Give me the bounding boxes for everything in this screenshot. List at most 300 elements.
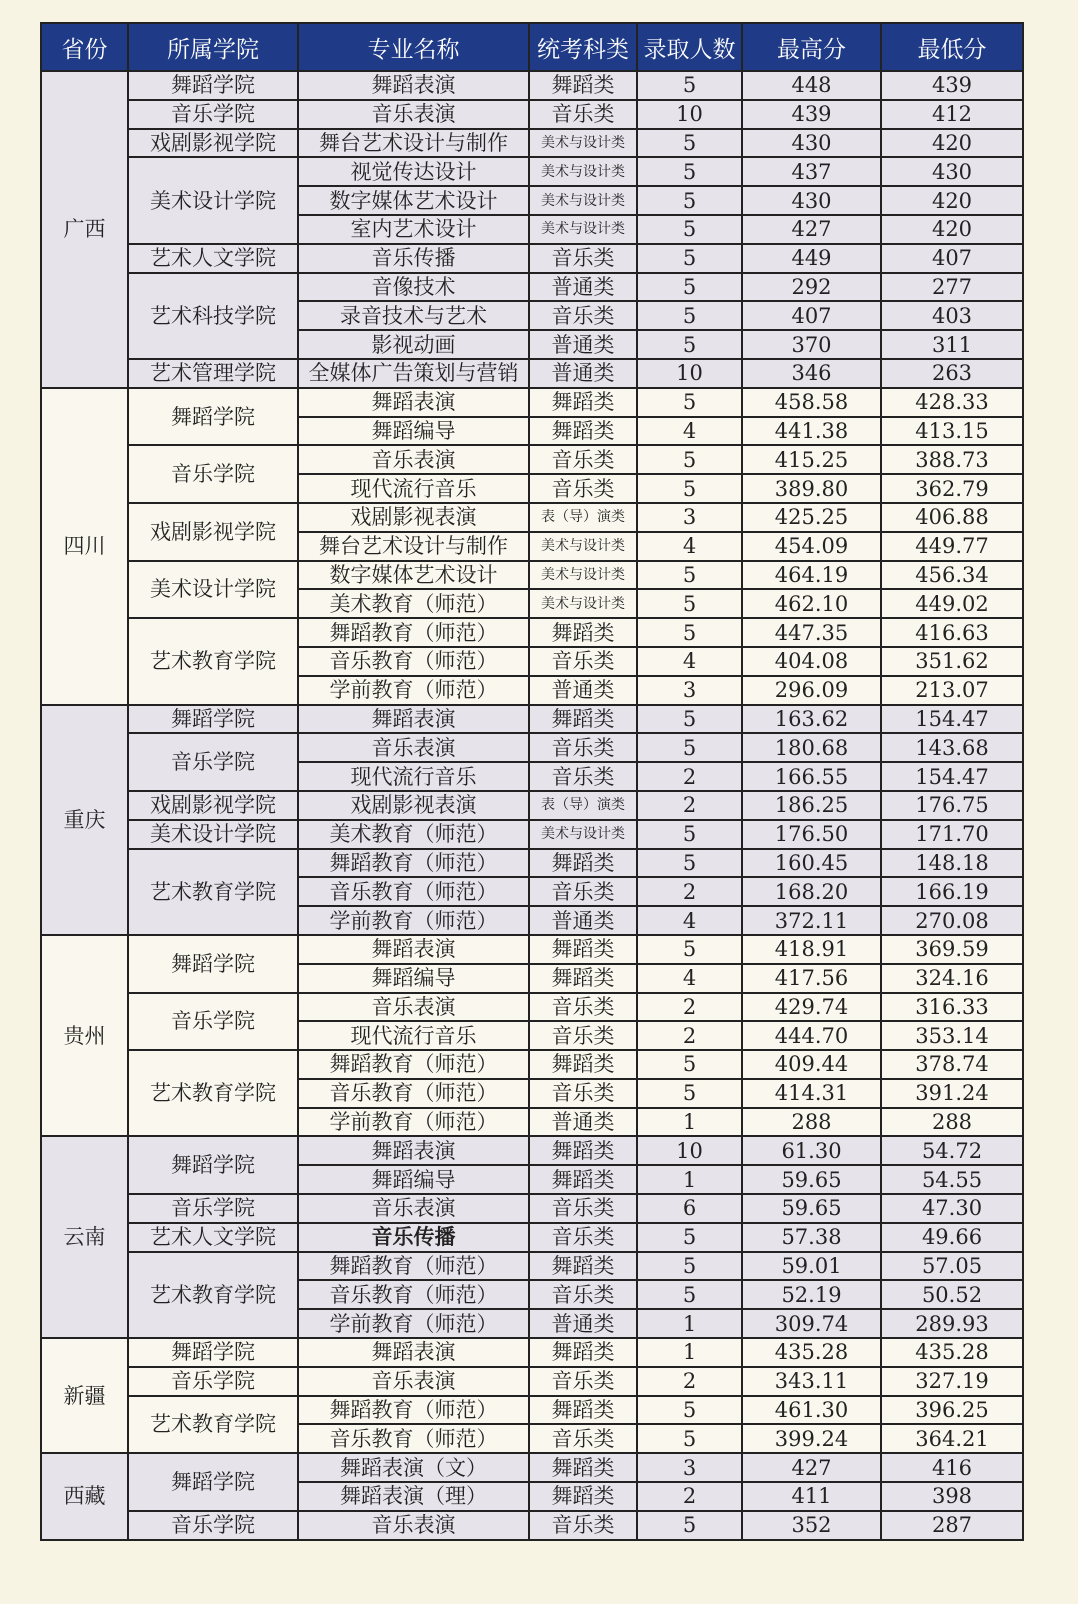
category-cell: 舞蹈类 — [529, 417, 637, 446]
college-cell: 音乐学院 — [128, 100, 298, 129]
college-cell: 戏剧影视学院 — [128, 503, 298, 561]
max-score-cell: 180.68 — [742, 733, 881, 762]
category-cell: 普通类 — [529, 273, 637, 302]
admission-scores-table — [40, 22, 1024, 1541]
min-score-cell: 324.16 — [881, 964, 1023, 993]
max-score-cell: 435.28 — [742, 1338, 881, 1367]
min-score-cell: 412 — [881, 100, 1023, 129]
major-cell: 舞台艺术设计与制作 — [298, 532, 529, 561]
count-cell: 5 — [637, 157, 742, 186]
category-cell: 音乐类 — [529, 1021, 637, 1050]
category-cell: 舞蹈类 — [529, 71, 637, 100]
major-cell: 音像技术 — [298, 273, 529, 302]
table-row — [41, 503, 1023, 532]
college-cell: 艺术教育学院 — [128, 618, 298, 704]
min-score-cell: 435.28 — [881, 1338, 1023, 1367]
min-score-cell: 176.75 — [881, 791, 1023, 820]
major-cell: 音乐表演 — [298, 1511, 529, 1540]
table-row — [41, 935, 1023, 964]
category-cell: 音乐类 — [529, 244, 637, 273]
table-row — [41, 1396, 1023, 1425]
count-cell: 1 — [637, 1338, 742, 1367]
category-cell: 音乐类 — [529, 1194, 637, 1223]
count-cell: 3 — [637, 1453, 742, 1482]
major-cell: 数字媒体艺术设计 — [298, 186, 529, 215]
max-score-cell: 160.45 — [742, 849, 881, 878]
table-row — [41, 1050, 1023, 1079]
major-cell: 舞蹈教育（师范） — [298, 1050, 529, 1079]
header-province: 省份 — [41, 23, 128, 71]
max-score-cell: 447.35 — [742, 618, 881, 647]
major-cell: 舞蹈表演（文） — [298, 1453, 529, 1482]
college-cell: 音乐学院 — [128, 993, 298, 1051]
min-score-cell: 213.07 — [881, 676, 1023, 705]
max-score-cell: 430 — [742, 186, 881, 215]
min-score-cell: 456.34 — [881, 561, 1023, 590]
table-row — [41, 359, 1023, 388]
min-score-cell: 420 — [881, 215, 1023, 244]
min-score-cell: 148.18 — [881, 849, 1023, 878]
count-cell: 4 — [637, 647, 742, 676]
table-row — [41, 705, 1023, 734]
min-score-cell: 398 — [881, 1482, 1023, 1511]
count-cell: 5 — [637, 445, 742, 474]
category-cell: 美术与设计类 — [529, 532, 637, 561]
header-row — [41, 23, 1023, 71]
min-score-cell: 406.88 — [881, 503, 1023, 532]
major-cell: 舞蹈编导 — [298, 417, 529, 446]
category-cell: 舞蹈类 — [529, 1165, 637, 1194]
max-score-cell: 399.24 — [742, 1424, 881, 1453]
count-cell: 5 — [637, 733, 742, 762]
count-cell: 4 — [637, 532, 742, 561]
min-score-cell: 49.66 — [881, 1223, 1023, 1252]
count-cell: 5 — [637, 1252, 742, 1281]
major-cell: 舞蹈表演（理） — [298, 1482, 529, 1511]
major-cell: 学前教育（师范） — [298, 1108, 529, 1137]
province-cell: 重庆 — [41, 705, 128, 935]
min-score-cell: 154.47 — [881, 762, 1023, 791]
major-cell: 学前教育（师范） — [298, 1309, 529, 1338]
min-score-cell: 327.19 — [881, 1367, 1023, 1396]
province-cell: 云南 — [41, 1136, 128, 1338]
table-row — [41, 618, 1023, 647]
category-cell: 美术与设计类 — [529, 129, 637, 158]
major-cell: 音乐表演 — [298, 733, 529, 762]
min-score-cell: 416 — [881, 1453, 1023, 1482]
min-score-cell: 289.93 — [881, 1309, 1023, 1338]
table-row — [41, 1252, 1023, 1281]
count-cell: 10 — [637, 100, 742, 129]
major-cell: 舞蹈表演 — [298, 71, 529, 100]
max-score-cell: 59.65 — [742, 1194, 881, 1223]
college-cell: 舞蹈学院 — [128, 1136, 298, 1194]
table-row — [41, 1367, 1023, 1396]
college-cell: 音乐学院 — [128, 445, 298, 503]
major-cell: 数字媒体艺术设计 — [298, 561, 529, 590]
count-cell: 2 — [637, 877, 742, 906]
college-cell: 艺术教育学院 — [128, 1396, 298, 1454]
min-score-cell: 54.72 — [881, 1136, 1023, 1165]
max-score-cell: 427 — [742, 215, 881, 244]
min-score-cell: 439 — [881, 71, 1023, 100]
header-count: 录取人数 — [637, 23, 742, 71]
count-cell: 5 — [637, 474, 742, 503]
min-score-cell: 449.02 — [881, 589, 1023, 618]
count-cell: 5 — [637, 129, 742, 158]
max-score-cell: 166.55 — [742, 762, 881, 791]
min-score-cell: 57.05 — [881, 1252, 1023, 1281]
max-score-cell: 441.38 — [742, 417, 881, 446]
max-score-cell: 186.25 — [742, 791, 881, 820]
category-cell: 音乐类 — [529, 762, 637, 791]
category-cell: 音乐类 — [529, 1367, 637, 1396]
major-cell: 音乐表演 — [298, 445, 529, 474]
count-cell: 3 — [637, 503, 742, 532]
province-cell: 广西 — [41, 71, 128, 388]
major-cell: 现代流行音乐 — [298, 474, 529, 503]
min-score-cell: 143.68 — [881, 733, 1023, 762]
max-score-cell: 409.44 — [742, 1050, 881, 1079]
category-cell: 普通类 — [529, 906, 637, 935]
major-cell: 音乐表演 — [298, 100, 529, 129]
category-cell: 音乐类 — [529, 877, 637, 906]
table-row — [41, 733, 1023, 762]
major-cell: 现代流行音乐 — [298, 762, 529, 791]
min-score-cell: 154.47 — [881, 705, 1023, 734]
min-score-cell: 288 — [881, 1108, 1023, 1137]
count-cell: 4 — [637, 906, 742, 935]
category-cell: 舞蹈类 — [529, 849, 637, 878]
major-cell: 视觉传达设计 — [298, 157, 529, 186]
count-cell: 2 — [637, 791, 742, 820]
major-cell: 舞蹈表演 — [298, 388, 529, 417]
college-cell: 艺术教育学院 — [128, 849, 298, 935]
count-cell: 5 — [637, 935, 742, 964]
min-score-cell: 403 — [881, 301, 1023, 330]
min-score-cell: 449.77 — [881, 532, 1023, 561]
province-cell: 西藏 — [41, 1453, 128, 1539]
min-score-cell: 420 — [881, 186, 1023, 215]
header-major: 专业名称 — [298, 23, 529, 71]
count-cell: 5 — [637, 705, 742, 734]
count-cell: 4 — [637, 964, 742, 993]
category-cell: 音乐类 — [529, 1280, 637, 1309]
table-row — [41, 1338, 1023, 1367]
min-score-cell: 416.63 — [881, 618, 1023, 647]
max-score-cell: 414.31 — [742, 1079, 881, 1108]
max-score-cell: 309.74 — [742, 1309, 881, 1338]
table-row — [41, 1136, 1023, 1165]
table-row — [41, 100, 1023, 129]
major-cell: 学前教育（师范） — [298, 906, 529, 935]
category-cell: 舞蹈类 — [529, 1338, 637, 1367]
major-cell: 音乐教育（师范） — [298, 647, 529, 676]
major-cell: 美术教育（师范） — [298, 820, 529, 849]
min-score-cell: 316.33 — [881, 993, 1023, 1022]
major-cell: 舞蹈教育（师范） — [298, 849, 529, 878]
min-score-cell: 353.14 — [881, 1021, 1023, 1050]
category-cell: 表（导）演类 — [529, 791, 637, 820]
count-cell: 5 — [637, 1424, 742, 1453]
category-cell: 音乐类 — [529, 1079, 637, 1108]
category-cell: 音乐类 — [529, 647, 637, 676]
count-cell: 3 — [637, 676, 742, 705]
max-score-cell: 52.19 — [742, 1280, 881, 1309]
max-score-cell: 417.56 — [742, 964, 881, 993]
min-score-cell: 428.33 — [881, 388, 1023, 417]
count-cell: 5 — [637, 1050, 742, 1079]
major-cell: 舞蹈表演 — [298, 705, 529, 734]
major-cell: 室内艺术设计 — [298, 215, 529, 244]
college-cell: 艺术科技学院 — [128, 273, 298, 359]
table-row — [41, 157, 1023, 186]
category-cell: 普通类 — [529, 330, 637, 359]
max-score-cell: 444.70 — [742, 1021, 881, 1050]
table-row — [41, 1194, 1023, 1223]
category-cell: 舞蹈类 — [529, 1396, 637, 1425]
college-cell: 艺术教育学院 — [128, 1050, 298, 1136]
count-cell: 4 — [637, 417, 742, 446]
college-cell: 戏剧影视学院 — [128, 129, 298, 158]
max-score-cell: 427 — [742, 1453, 881, 1482]
min-score-cell: 362.79 — [881, 474, 1023, 503]
college-cell: 艺术教育学院 — [128, 1252, 298, 1338]
count-cell: 2 — [637, 762, 742, 791]
count-cell: 1 — [637, 1108, 742, 1137]
table-body — [41, 71, 1023, 1540]
max-score-cell: 57.38 — [742, 1223, 881, 1252]
college-cell: 美术设计学院 — [128, 820, 298, 849]
count-cell: 2 — [637, 993, 742, 1022]
college-cell: 音乐学院 — [128, 1367, 298, 1396]
category-cell: 音乐类 — [529, 100, 637, 129]
college-cell: 舞蹈学院 — [128, 1453, 298, 1511]
table-row — [41, 1223, 1023, 1252]
min-score-cell: 378.74 — [881, 1050, 1023, 1079]
college-cell: 音乐学院 — [128, 1194, 298, 1223]
max-score-cell: 461.30 — [742, 1396, 881, 1425]
category-cell: 舞蹈类 — [529, 1453, 637, 1482]
count-cell: 5 — [637, 1511, 742, 1540]
province-cell: 贵州 — [41, 935, 128, 1137]
table-row — [41, 71, 1023, 100]
major-cell: 舞蹈表演 — [298, 1136, 529, 1165]
count-cell: 5 — [637, 244, 742, 273]
category-cell: 美术与设计类 — [529, 561, 637, 590]
category-cell: 普通类 — [529, 676, 637, 705]
min-score-cell: 396.25 — [881, 1396, 1023, 1425]
category-cell: 音乐类 — [529, 1511, 637, 1540]
min-score-cell: 277 — [881, 273, 1023, 302]
max-score-cell: 346 — [742, 359, 881, 388]
min-score-cell: 311 — [881, 330, 1023, 359]
max-score-cell: 372.11 — [742, 906, 881, 935]
count-cell: 10 — [637, 1136, 742, 1165]
max-score-cell: 163.62 — [742, 705, 881, 734]
major-cell: 舞蹈教育（师范） — [298, 1396, 529, 1425]
major-cell: 舞蹈表演 — [298, 1338, 529, 1367]
count-cell: 5 — [637, 301, 742, 330]
min-score-cell: 351.62 — [881, 647, 1023, 676]
max-score-cell: 370 — [742, 330, 881, 359]
max-score-cell: 176.50 — [742, 820, 881, 849]
count-cell: 2 — [637, 1021, 742, 1050]
college-cell: 音乐学院 — [128, 1511, 298, 1540]
max-score-cell: 168.20 — [742, 877, 881, 906]
college-cell: 舞蹈学院 — [128, 388, 298, 446]
major-cell: 录音技术与艺术 — [298, 301, 529, 330]
province-cell: 四川 — [41, 388, 128, 705]
category-cell: 舞蹈类 — [529, 388, 637, 417]
major-cell: 舞蹈编导 — [298, 964, 529, 993]
major-cell: 音乐教育（师范） — [298, 1280, 529, 1309]
max-score-cell: 425.25 — [742, 503, 881, 532]
category-cell: 舞蹈类 — [529, 1252, 637, 1281]
major-cell: 音乐表演 — [298, 993, 529, 1022]
category-cell: 音乐类 — [529, 301, 637, 330]
college-cell: 舞蹈学院 — [128, 705, 298, 734]
major-cell: 音乐教育（师范） — [298, 877, 529, 906]
min-score-cell: 54.55 — [881, 1165, 1023, 1194]
max-score-cell: 448 — [742, 71, 881, 100]
category-cell: 舞蹈类 — [529, 1050, 637, 1079]
count-cell: 5 — [637, 618, 742, 647]
min-score-cell: 364.21 — [881, 1424, 1023, 1453]
table-row — [41, 244, 1023, 273]
max-score-cell: 415.25 — [742, 445, 881, 474]
category-cell: 舞蹈类 — [529, 935, 637, 964]
category-cell: 普通类 — [529, 1108, 637, 1137]
count-cell: 5 — [637, 71, 742, 100]
major-cell: 戏剧影视表演 — [298, 503, 529, 532]
count-cell: 5 — [637, 186, 742, 215]
min-score-cell: 388.73 — [881, 445, 1023, 474]
major-cell: 音乐表演 — [298, 1367, 529, 1396]
category-cell: 美术与设计类 — [529, 157, 637, 186]
count-cell: 5 — [637, 1280, 742, 1309]
max-score-cell: 462.10 — [742, 589, 881, 618]
major-cell: 舞蹈教育（师范） — [298, 618, 529, 647]
count-cell: 6 — [637, 1194, 742, 1223]
province-cell: 新疆 — [41, 1338, 128, 1453]
college-cell: 艺术人文学院 — [128, 244, 298, 273]
header-category: 统考科类 — [529, 23, 637, 71]
major-cell: 音乐传播 — [298, 244, 529, 273]
max-score-cell: 430 — [742, 129, 881, 158]
category-cell: 普通类 — [529, 1309, 637, 1338]
count-cell: 5 — [637, 589, 742, 618]
max-score-cell: 296.09 — [742, 676, 881, 705]
max-score-cell: 292 — [742, 273, 881, 302]
college-cell: 舞蹈学院 — [128, 71, 298, 100]
min-score-cell: 171.70 — [881, 820, 1023, 849]
count-cell: 10 — [637, 359, 742, 388]
table-row — [41, 791, 1023, 820]
category-cell: 美术与设计类 — [529, 820, 637, 849]
min-score-cell: 430 — [881, 157, 1023, 186]
header-min-score: 最低分 — [881, 23, 1023, 71]
count-cell: 5 — [637, 849, 742, 878]
min-score-cell: 413.15 — [881, 417, 1023, 446]
table-row — [41, 273, 1023, 302]
max-score-cell: 389.80 — [742, 474, 881, 503]
count-cell: 5 — [637, 1079, 742, 1108]
table-row — [41, 388, 1023, 417]
header-college: 所属学院 — [128, 23, 298, 71]
max-score-cell: 59.01 — [742, 1252, 881, 1281]
max-score-cell: 429.74 — [742, 993, 881, 1022]
table-row — [41, 561, 1023, 590]
max-score-cell: 343.11 — [742, 1367, 881, 1396]
major-cell: 美术教育（师范） — [298, 589, 529, 618]
count-cell: 5 — [637, 1396, 742, 1425]
table-row — [41, 820, 1023, 849]
category-cell: 舞蹈类 — [529, 705, 637, 734]
max-score-cell: 439 — [742, 100, 881, 129]
max-score-cell: 352 — [742, 1511, 881, 1540]
count-cell: 5 — [637, 561, 742, 590]
max-score-cell: 464.19 — [742, 561, 881, 590]
count-cell: 1 — [637, 1309, 742, 1338]
table-row — [41, 993, 1023, 1022]
major-cell: 舞蹈编导 — [298, 1165, 529, 1194]
table-row — [41, 1511, 1023, 1540]
major-cell: 舞蹈表演 — [298, 935, 529, 964]
min-score-cell: 391.24 — [881, 1079, 1023, 1108]
min-score-cell: 369.59 — [881, 935, 1023, 964]
category-cell: 美术与设计类 — [529, 215, 637, 244]
min-score-cell: 47.30 — [881, 1194, 1023, 1223]
table-row — [41, 129, 1023, 158]
category-cell: 舞蹈类 — [529, 1482, 637, 1511]
major-cell: 舞台艺术设计与制作 — [298, 129, 529, 158]
min-score-cell: 270.08 — [881, 906, 1023, 935]
max-score-cell: 418.91 — [742, 935, 881, 964]
college-cell: 美术设计学院 — [128, 561, 298, 619]
count-cell: 5 — [637, 1223, 742, 1252]
college-cell: 美术设计学院 — [128, 157, 298, 243]
major-cell: 影视动画 — [298, 330, 529, 359]
major-cell: 学前教育（师范） — [298, 676, 529, 705]
table-row — [41, 849, 1023, 878]
category-cell: 音乐类 — [529, 1223, 637, 1252]
major-cell: 音乐教育（师范） — [298, 1079, 529, 1108]
category-cell: 舞蹈类 — [529, 618, 637, 647]
college-cell: 舞蹈学院 — [128, 1338, 298, 1367]
count-cell: 5 — [637, 330, 742, 359]
min-score-cell: 50.52 — [881, 1280, 1023, 1309]
count-cell: 2 — [637, 1367, 742, 1396]
count-cell: 5 — [637, 388, 742, 417]
category-cell: 美术与设计类 — [529, 186, 637, 215]
major-cell: 音乐传播 — [298, 1223, 529, 1252]
major-cell: 现代流行音乐 — [298, 1021, 529, 1050]
college-cell: 舞蹈学院 — [128, 935, 298, 993]
min-score-cell: 287 — [881, 1511, 1023, 1540]
college-cell: 音乐学院 — [128, 733, 298, 791]
max-score-cell: 449 — [742, 244, 881, 273]
college-cell: 艺术管理学院 — [128, 359, 298, 388]
min-score-cell: 407 — [881, 244, 1023, 273]
category-cell: 音乐类 — [529, 733, 637, 762]
max-score-cell: 411 — [742, 1482, 881, 1511]
category-cell: 舞蹈类 — [529, 964, 637, 993]
table-row — [41, 1453, 1023, 1482]
max-score-cell: 454.09 — [742, 532, 881, 561]
header-max-score: 最高分 — [742, 23, 881, 71]
table-row — [41, 445, 1023, 474]
